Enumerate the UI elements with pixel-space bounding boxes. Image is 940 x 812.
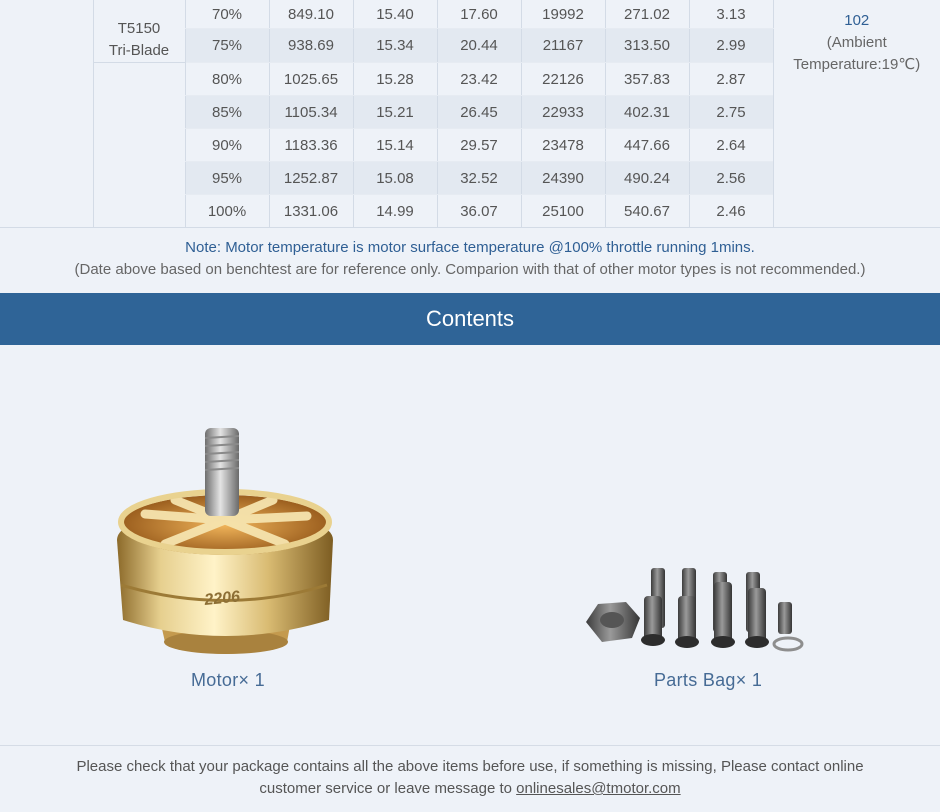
performance-table: [0, 0, 940, 228]
table-cell-throttle: 100%: [185, 195, 269, 228]
parts-bag-item: [578, 560, 810, 656]
table-cell-c1: 1331.06: [269, 195, 353, 228]
motor-image: [105, 420, 355, 670]
table-cell-c5: 402.31: [605, 96, 689, 129]
footer-text-1: Please check that your package contains all the above items before use, if something is missing, Please contact online: [76, 758, 864, 775]
table-cell-throttle: 80%: [185, 63, 269, 96]
table-cell-c2: 15.21: [353, 96, 437, 129]
table-cell-c3: 36.07: [437, 195, 521, 228]
table-cell-c4: 23478: [521, 129, 605, 162]
footer-divider: [0, 745, 940, 746]
table-cell-c5: 540.67: [605, 195, 689, 228]
table-body: [0, 0, 940, 228]
table-cell-c5: 313.50: [605, 29, 689, 63]
table-spacer-cell: [0, 129, 93, 162]
table-cell-c2: 15.28: [353, 63, 437, 96]
table-cell-c6: 3.13: [689, 0, 773, 29]
note-main: Note: Motor temperature is motor surface temperature @100% throttle running 1mins.: [185, 239, 755, 256]
table-cell-c3: 29.57: [437, 129, 521, 162]
temperature-value: 102: [844, 12, 870, 29]
email-link[interactable]: onlinesales@tmotor.com: [516, 780, 681, 797]
table-spacer-cell: [0, 63, 93, 96]
table-spacer-cell: [0, 195, 93, 228]
contents-title: Contents: [425, 306, 515, 331]
parts-bag-image: [578, 560, 810, 656]
contents-header: [0, 293, 940, 345]
table-cell-c4: 25100: [521, 195, 605, 228]
table-spacer-cell: [0, 0, 93, 29]
table-cell-c6: 2.46: [689, 195, 773, 228]
table-cell-c6: 2.75: [689, 96, 773, 129]
temperature-cell: [773, 0, 940, 228]
table-cell-c6: 2.56: [689, 162, 773, 195]
table-cell-c1: 1025.65: [269, 63, 353, 96]
table-cell-c2: 14.99: [353, 195, 437, 228]
table-cell-throttle: 75%: [185, 29, 269, 63]
table-cell-c2: 15.34: [353, 29, 437, 63]
temperature-note-line-2: Temperature:19℃): [793, 56, 921, 73]
table-cell-c3: 17.60: [437, 0, 521, 29]
table-cell-c5: 357.83: [605, 63, 689, 96]
table-cell-c1: 1252.87: [269, 162, 353, 195]
propeller-name: T5150: [117, 20, 161, 37]
table-cell-c5: 271.02: [605, 0, 689, 29]
notes: [0, 237, 940, 281]
table-cell-throttle: 70%: [185, 0, 269, 29]
table-cell-c6: 2.64: [689, 129, 773, 162]
table-cell-c1: 938.69: [269, 29, 353, 63]
table-cell-throttle: 85%: [185, 96, 269, 129]
table-cell-throttle: 90%: [185, 129, 269, 162]
table-cell-c3: 23.42: [437, 63, 521, 96]
table-cell-throttle: 95%: [185, 162, 269, 195]
propeller-cell-continued: [93, 63, 185, 228]
table-cell-c4: 21167: [521, 29, 605, 63]
table-cell-c2: 15.40: [353, 0, 437, 29]
note-sub: (Date above based on benchtest are for reference only. Comparion with that of other motor types is not recommended.): [74, 261, 866, 278]
propeller-type: Tri-Blade: [108, 42, 170, 59]
table-cell-c2: 15.08: [353, 162, 437, 195]
parts-bag-label: Parts Bag× 1: [654, 670, 763, 690]
table-cell-c3: 26.45: [437, 96, 521, 129]
table-cell-c4: 19992: [521, 0, 605, 29]
table-cell-c4: 22933: [521, 96, 605, 129]
table-cell-c3: 20.44: [437, 29, 521, 63]
table-cell-c4: 24390: [521, 162, 605, 195]
svg-text:2206: 2206: [203, 588, 241, 609]
table-cell-c5: 490.24: [605, 162, 689, 195]
footer: [0, 756, 940, 800]
table-cell-c4: 22126: [521, 63, 605, 96]
table-spacer-cell: [0, 96, 93, 129]
temperature-note-line-1: (Ambient: [826, 34, 887, 51]
table-spacer-cell: [0, 29, 93, 63]
motor-item: [105, 420, 355, 670]
table-cell-c1: 849.10: [269, 0, 353, 29]
table-cell-c5: 447.66: [605, 129, 689, 162]
table-cell-c1: 1105.34: [269, 96, 353, 129]
footer-text-2: customer service or leave message to: [259, 780, 517, 797]
motor-label: Motor× 1: [191, 670, 265, 690]
table-cell-c1: 1183.36: [269, 129, 353, 162]
table-cell-c3: 32.52: [437, 162, 521, 195]
table-spacer-cell: [0, 162, 93, 195]
propeller-cell: [93, 0, 185, 63]
table-cell-c6: 2.99: [689, 29, 773, 63]
table-cell-c2: 15.14: [353, 129, 437, 162]
table-row: [0, 0, 940, 29]
table-cell-c6: 2.87: [689, 63, 773, 96]
